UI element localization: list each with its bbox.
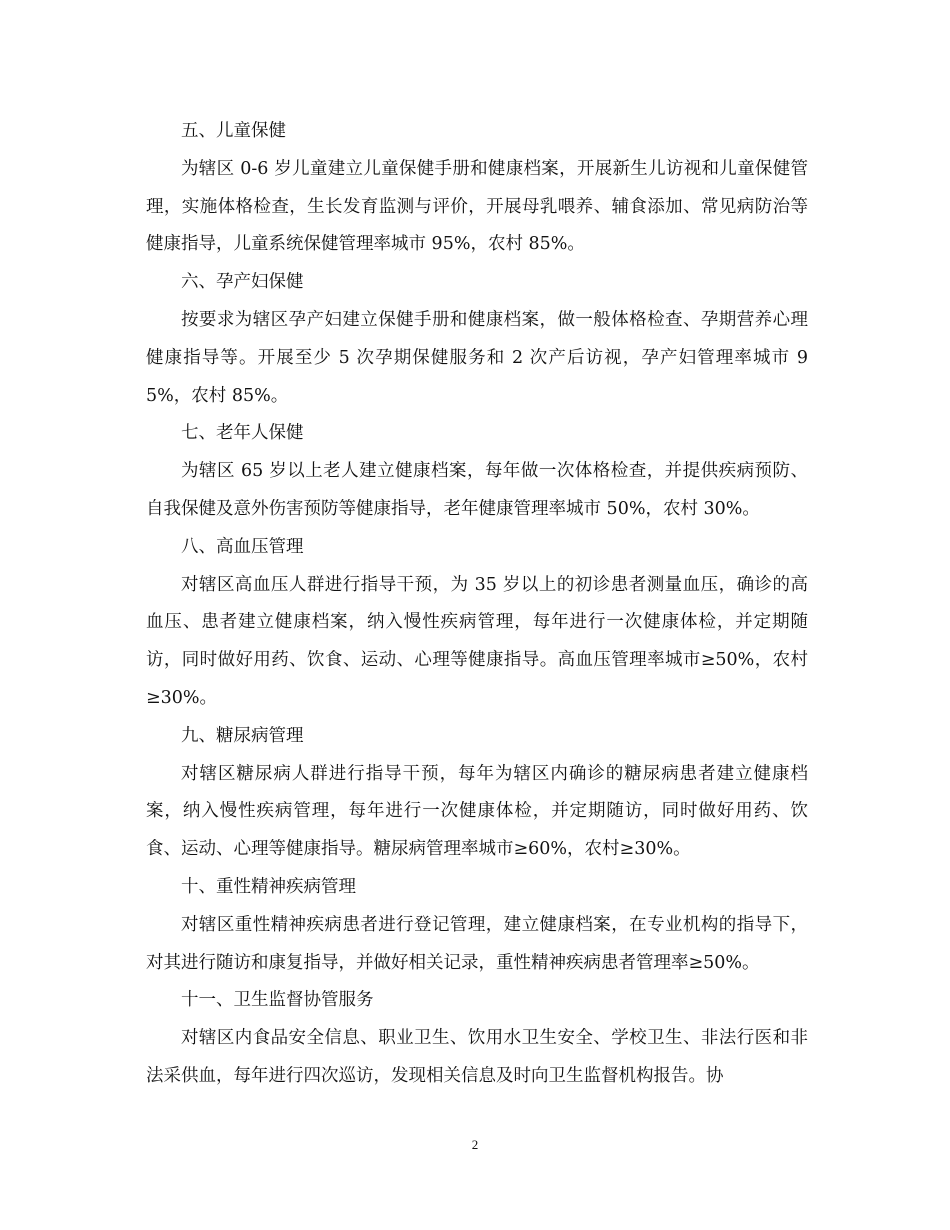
section-body-diabetes: 对辖区糖尿病人群进行指导干预，每年为辖区内确诊的糖尿病患者建立健康档案，纳入慢性疾病管理，每年进行一次健康体检，并定期随访，同时做好用药、饮食、运动、心理等健康指导。糖尿病管理率城市≥60%，农村≥30%。 [146, 763, 808, 860]
section-body-elderly-health: 为辖区 65 岁以上老人建立健康档案，每年做一次体格检查，并提供疾病预防、自我保健及意外伤害预防等健康指导，老年健康管理率城市 50%，农村 30%。 [146, 461, 808, 519]
section-heading-health-supervision: 十一、卫生监督协管服务 [181, 990, 374, 1011]
section-body-children-health: 为辖区 0-6 岁儿童建立儿童保健手册和健康档案，开展新生儿访视和儿童保健管理，实施体格检查，生长发育监测与评价，开展母乳喂养、辅食添加、常见病防治等健康指导，儿童系统保健管理率城市 95%，农村 85%。 [146, 158, 808, 255]
section-body-maternal-health: 按要求为辖区孕产妇建立保健手册和健康档案，做一般体格检查、孕期营养心理健康指导等。开展至少 5 次孕期保健服务和 2 次产后访视，孕产妇管理率城市 95%，农村 85%。 [146, 309, 808, 406]
section-heading-diabetes: 九、糖尿病管理 [181, 725, 304, 746]
section-body-mental-illness: 对辖区重性精神疾病患者进行登记管理，建立健康档案，在专业机构的指导下，对其进行随访和康复指导，并做好相关记录，重性精神疾病患者管理率≥50%。 [146, 914, 808, 973]
section-body-health-supervision: 对辖区内食品安全信息、职业卫生、饮用水卫生安全、学校卫生、非法行医和非法采供血，每年进行四次巡访，发现相关信息及时向卫生监督机构报告。协 [146, 1028, 808, 1086]
section-body-hypertension: 对辖区高血压人群进行指导干预，为 35 岁以上的初诊患者测量血压，确诊的高血压、患者建立健康档案，纳入慢性疾病管理，每年进行一次健康体检，并定期随访，同时做好用药、饮食、运动、心理等健康指导。高血压管理率城市≥50%，农村≥30%。 [146, 574, 808, 708]
document-body [146, 113, 808, 1096]
section-heading-hypertension: 八、高血压管理 [181, 536, 304, 557]
section-heading-maternal-health: 六、孕产妇保健 [181, 272, 304, 293]
section-heading-mental-illness: 十、重性精神疾病管理 [181, 876, 356, 897]
section-heading-elderly-health: 七、老年人保健 [181, 423, 304, 444]
section-heading-children-health: 五、儿童保健 [181, 121, 286, 141]
page-number: 2 [471, 1137, 479, 1152]
